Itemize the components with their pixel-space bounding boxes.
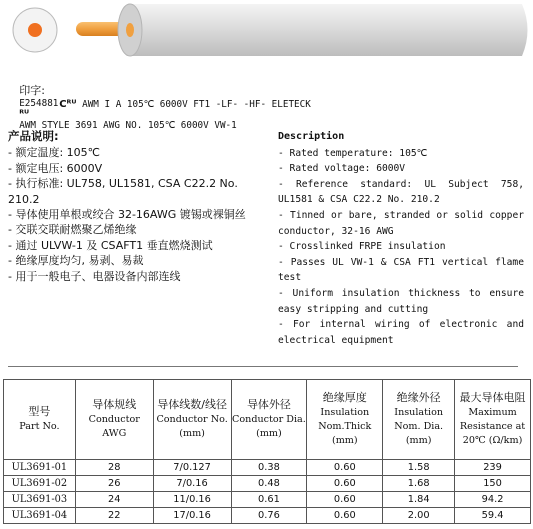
cell-insulation-dia: 1.84: [383, 492, 455, 508]
cell-insulation-dia: 1.58: [383, 460, 455, 476]
cell-conductor-dia: 0.38: [231, 460, 307, 476]
cell-part-no: UL3691-02: [4, 476, 76, 492]
table-row: [4, 508, 531, 524]
en-item: - For internal wiring of electronic and electrical equipment: [278, 319, 524, 346]
product-description-en-title: Description: [278, 131, 345, 142]
marking-text-2: AWM I A 105℃ 6000V FT1 -LF- -HF- ELETECK: [76, 99, 311, 110]
en-item: - Reference standard: UL Subject 758, UL1581 & CSA C22.2 No. 210.2: [278, 178, 524, 206]
table-row: [4, 460, 531, 476]
cn-item: - 用于一般电子、电器设备内部连线: [8, 269, 181, 283]
header-insulation-dia: 绝缘外径 Insulation Nom. Dia. (mm): [383, 380, 455, 460]
header-conductor-dia: 导体外径 Conductor Dia. (mm): [231, 380, 307, 460]
header-conductor-no: 导体线数/线径 Conductor No. (mm): [153, 380, 231, 460]
cell-part-no: UL3691-03: [4, 492, 76, 508]
en-item: - Passes UL VW-1 & CSA FT1 vertical flame test: [278, 256, 524, 284]
cell-conductor-dia: 0.76: [231, 508, 307, 524]
cell-conductor-dia: 0.61: [231, 492, 307, 508]
header-part-no: 型号 Part No.: [4, 380, 76, 460]
cn-item: - 通过 ULVW-1 及 CSAFT1 垂直燃烧测试: [8, 238, 213, 252]
en-item: - Tinned or bare, stranded or solid copper conductor, 32-16 AWG: [278, 209, 524, 237]
en-item: - Crosslinked FRPE insulation: [278, 241, 446, 253]
en-item: - Rated temperature: 105℃: [278, 147, 428, 159]
product-description-cn: [8, 129, 270, 284]
cell-strands: 11/0.16: [153, 492, 231, 508]
header-max-resistance: 最大导体电阻 Maximum Resistance at 20℃ (Ω/km): [455, 380, 531, 460]
cn-item: - 执行标准: UL758, UL1581, CSA C22.2 No. 210.2: [8, 177, 238, 206]
csa-letter: C: [59, 99, 67, 110]
product-description-en: [278, 129, 524, 348]
cn-item: - 绝缘厚度均匀, 易剥、易裁: [8, 254, 144, 268]
header-conductor-awg: 导体规线 Conductor AWG: [75, 380, 153, 460]
cell-strands: 17/0.16: [153, 508, 231, 524]
wire-cross-section-icon: [13, 8, 57, 52]
wire-product-image: [0, 0, 533, 64]
cell-resistance: 150: [455, 476, 531, 492]
cell-insulation-thick: 0.60: [307, 508, 383, 524]
cell-insulation-dia: 1.68: [383, 476, 455, 492]
table-header-row: [4, 380, 531, 460]
cn-item: - 额定电压: 6000V: [8, 161, 103, 175]
section-divider: [8, 366, 518, 367]
cell-resistance: 94.2: [455, 492, 531, 508]
ul-recognized-icon: ᴿᵁ: [19, 109, 30, 120]
table-row: [4, 476, 531, 492]
cn-item: - 额定温度: 105℃: [8, 146, 101, 160]
cn-item: - 导体使用单根或绞合 32-16AWG 镀锡或裸铜丝: [8, 208, 246, 222]
cell-strands: 7/0.127: [153, 460, 231, 476]
en-item: - Uniform insulation thickness to ensure easy stripping and cutting: [278, 287, 524, 315]
cn-item: - 交联交联耐燃聚乙烯绝缘: [8, 223, 137, 237]
marking-line-2: [48, 88, 311, 110]
wire-side-view-icon: [76, 4, 528, 56]
product-description-cn-title: 产品说明:: [8, 129, 59, 143]
cell-insulation-thick: 0.60: [307, 492, 383, 508]
cell-strands: 7/0.16: [153, 476, 231, 492]
marking-file-number: E254881: [19, 98, 59, 109]
cell-awg: 24: [75, 492, 153, 508]
marking-text-1: AWM STYLE 3691 AWG NO. 105℃ 6000V VW-1: [19, 120, 237, 131]
cul-recognized-icon: ᴿᵁ: [66, 99, 77, 110]
cell-awg: 28: [75, 460, 153, 476]
en-item: - Rated voltage: 6000V: [278, 163, 406, 175]
cell-part-no: UL3691-04: [4, 508, 76, 524]
header-insulation-thick: 绝缘厚度 Insulation Nom.Thick (mm): [307, 380, 383, 460]
spec-table: [3, 379, 531, 524]
table-row: [4, 492, 531, 508]
marking-label: 印字:: [19, 84, 45, 97]
cell-resistance: 59.4: [455, 508, 531, 524]
cell-part-no: UL3691-01: [4, 460, 76, 476]
cell-insulation-dia: 2.00: [383, 508, 455, 524]
cell-insulation-thick: 0.60: [307, 476, 383, 492]
cell-awg: 22: [75, 508, 153, 524]
cell-resistance: 239: [455, 460, 531, 476]
cell-awg: 26: [75, 476, 153, 492]
cell-insulation-thick: 0.60: [307, 460, 383, 476]
cell-conductor-dia: 0.48: [231, 476, 307, 492]
